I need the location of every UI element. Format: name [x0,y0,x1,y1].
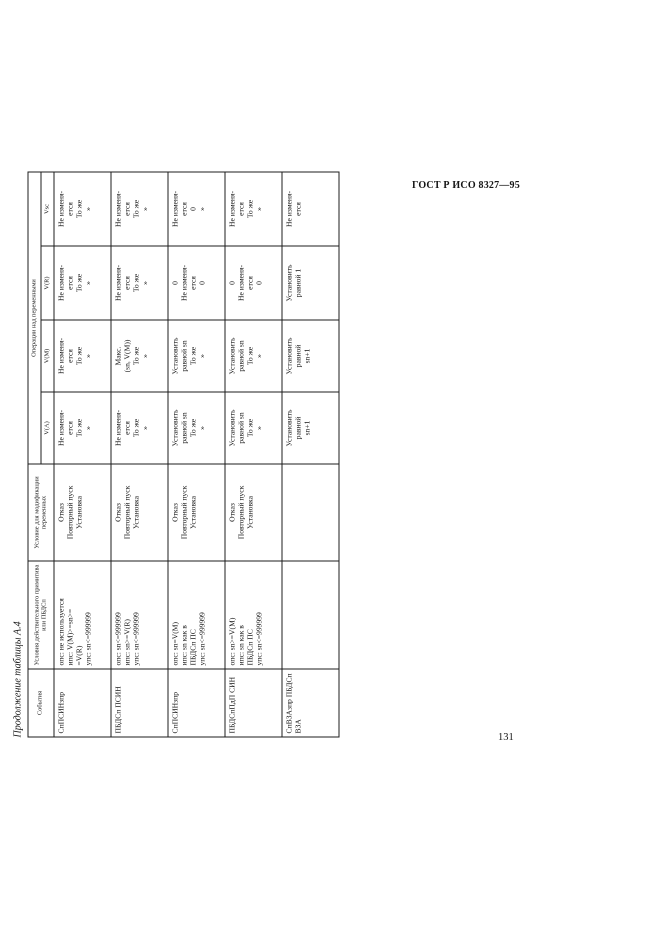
cell-vr [168,246,225,320]
cell-line: Установка [245,496,255,530]
cell-line: Установить [170,409,180,447]
cell-line: » [197,354,207,358]
cell-condition [54,561,111,669]
cell-line: равной sn [179,412,189,444]
cell-line: Не изменя- [113,410,123,446]
cell-line: 0 [188,207,198,211]
cell-vm [168,320,225,392]
cell-vm [225,320,282,392]
cell-line: Отказ [56,503,66,522]
cell-condition [282,561,339,669]
cell-line: Повторный пуск [122,485,132,540]
header-va: V(A) [41,392,54,464]
cell-line: » [140,207,150,211]
cell-condition [168,561,225,669]
cell-line: равной sn [236,340,246,372]
cell-event [111,669,168,737]
cell-line: То же [131,418,141,438]
cell-line: ется [65,349,75,363]
cell-line: опс: sn=V(M) [170,621,180,666]
cell-line: опс: не используется [56,598,66,666]
cell-line: То же [74,346,84,366]
cell-line: упс: sn<=999999 [131,612,141,666]
table-row [168,172,225,737]
cell-line: Не изменя- [56,191,66,227]
cell-line: То же [131,199,141,219]
cell-va [282,392,339,464]
cell-condition [225,561,282,669]
header-modify: Условие для модификации переменных [28,464,54,561]
cell-vr [54,246,111,320]
cell-line: Повторный пуск [236,485,246,540]
cell-vsc [282,172,339,246]
cell-line: ется [65,202,75,216]
table-row [225,172,282,737]
cell-line: Отказ [227,503,237,522]
cell-line: равной [293,416,303,440]
cell-line: » [254,354,264,358]
cell-line: То же [74,418,84,438]
cell-line: ется [65,276,75,290]
cell-line: ется [122,421,132,435]
cell-line: sn+1 [302,420,312,436]
cell-line: » [83,207,93,211]
cell-line: упс: sn<=999999 [254,612,264,666]
cell-line: Установка [188,496,198,530]
header-ops-group: Операции над переменными [28,172,41,464]
cell-line: ется [122,202,132,216]
table-row [282,172,339,737]
cell-vm [282,320,339,392]
cell-line: Не изменя- [179,265,189,301]
cell-text: СпПСИНзпр [56,691,66,734]
cell-line: » [197,426,207,430]
cell-vsc [168,172,225,246]
cell-line: » [140,426,150,430]
page-number: 131 [498,732,514,743]
cell-line: То же [245,418,255,438]
cell-line: 0 [254,281,264,285]
cell-line: Не изменя- [236,265,246,301]
cell-line: упс: sn<=999999 [197,612,207,666]
cell-line: ПБДСп ПС [245,629,255,666]
cell-vsc [225,172,282,246]
cell-line: Не изменя- [227,191,237,227]
cell-line: ется [236,202,246,216]
cell-line: Не изменя- [56,410,66,446]
cell-line: равной [293,344,303,368]
table-row [111,172,168,737]
cell-event [225,669,282,737]
cell-va [54,392,111,464]
cell-line: равной sn [236,412,246,444]
cell-modify [54,464,111,561]
cell-vsc [111,172,168,246]
cell-line: Не изменя- [113,191,123,227]
cell-va [225,392,282,464]
cell-vm [54,320,111,392]
cell-line: равной 1 [293,268,303,298]
cell-line: Повторный пуск [179,485,189,540]
cell-line: 0 [227,281,237,285]
cell-line: (sn, V(M)) [122,339,132,373]
cell-line: » [140,281,150,285]
cell-line: То же [131,273,141,293]
cell-line: » [83,426,93,430]
cell-condition [111,561,168,669]
cell-text: СпПСИНзпр [170,691,180,734]
cell-line: Установить [227,337,237,375]
cell-line: опс: sn<=999999 [113,612,123,666]
cell-line: Установить [284,264,294,302]
cell-modify [282,464,339,561]
cell-line: То же [245,199,255,219]
cell-text: СпВЗАзпр ПБДСп ВЗА [284,673,303,734]
cell-line: ется [188,276,198,290]
cell-line: Не изменя- [170,191,180,227]
cell-vm [111,320,168,392]
cell-event [282,669,339,737]
cell-text: ПБДСпПдП СИН [227,676,237,734]
cell-line: Не изменя- [113,265,123,301]
cell-va [168,392,225,464]
cell-line: То же [188,418,198,438]
cell-line: То же [74,273,84,293]
cell-line: ется [179,202,189,216]
header-condition: Условия действительного примитива или ПБДСп [28,561,54,669]
cell-line: ипс: sn как в [179,625,189,666]
cell-line: упс: sn<=999999 [83,612,93,666]
cell-line: ипс: V(M)>=sn>= [65,608,75,666]
table-row [54,172,111,737]
cell-line: Установка [74,496,84,530]
cell-vr [282,246,339,320]
cell-line: 0 [170,281,180,285]
table-continuation-caption: Продолжение таблицы А.4 [12,621,24,738]
cell-vr [111,246,168,320]
cell-line: Отказ [113,503,123,522]
cell-line: Повторный пуск [65,485,75,540]
cell-line: Установка [131,496,141,530]
cell-line: То же [131,346,141,366]
cell-line: » [83,354,93,358]
cell-line: Не изменя- [56,338,66,374]
cell-event [54,669,111,737]
cell-line: Макс. [113,346,123,366]
cell-line: 0 [197,281,207,285]
cell-line: ется [65,421,75,435]
header-vm: V(M) [41,320,54,392]
cell-line: =V(R) [74,645,84,666]
cell-line: равной sn [179,340,189,372]
cell-line: То же [188,346,198,366]
cell-modify [111,464,168,561]
cell-line: » [254,207,264,211]
header-vr: V(R) [41,246,54,320]
cell-line: ипс: sn>=V(R) [122,619,132,666]
cell-line: Не изменя- [284,191,294,227]
cell-line: Установить [284,337,294,375]
standard-header: ГОСТ Р ИСО 8327—95 [412,180,520,191]
cell-line: Установить [170,337,180,375]
cell-line: ется [293,202,303,216]
cell-line: ПБДСп ПС [188,629,198,666]
header-event: События [28,669,54,737]
cell-line: » [197,207,207,211]
cell-line: ипс: sn как в [236,625,246,666]
cell-line: Не изменя- [56,265,66,301]
cell-line: » [140,354,150,358]
cell-event [168,669,225,737]
cell-line: » [83,281,93,285]
cell-line: Отказ [170,503,180,522]
header-vsc: Vsc [41,172,54,246]
cell-line: ется [245,276,255,290]
cell-va [111,392,168,464]
cell-modify [225,464,282,561]
cell-text: ПБДСп ПСИН [113,686,123,734]
cell-line: То же [74,199,84,219]
rotated-table-block [13,173,343,738]
cell-line: Установить [284,409,294,447]
cell-vr [225,246,282,320]
cell-line: опс: sn>=V(M) [227,617,237,666]
events-table [28,171,340,737]
cell-line: ется [122,276,132,290]
cell-line: Установить [227,409,237,447]
cell-line: sn+1 [302,348,312,364]
cell-line: То же [245,346,255,366]
cell-modify [168,464,225,561]
cell-line: » [254,426,264,430]
cell-vsc [54,172,111,246]
table-body [54,172,339,737]
